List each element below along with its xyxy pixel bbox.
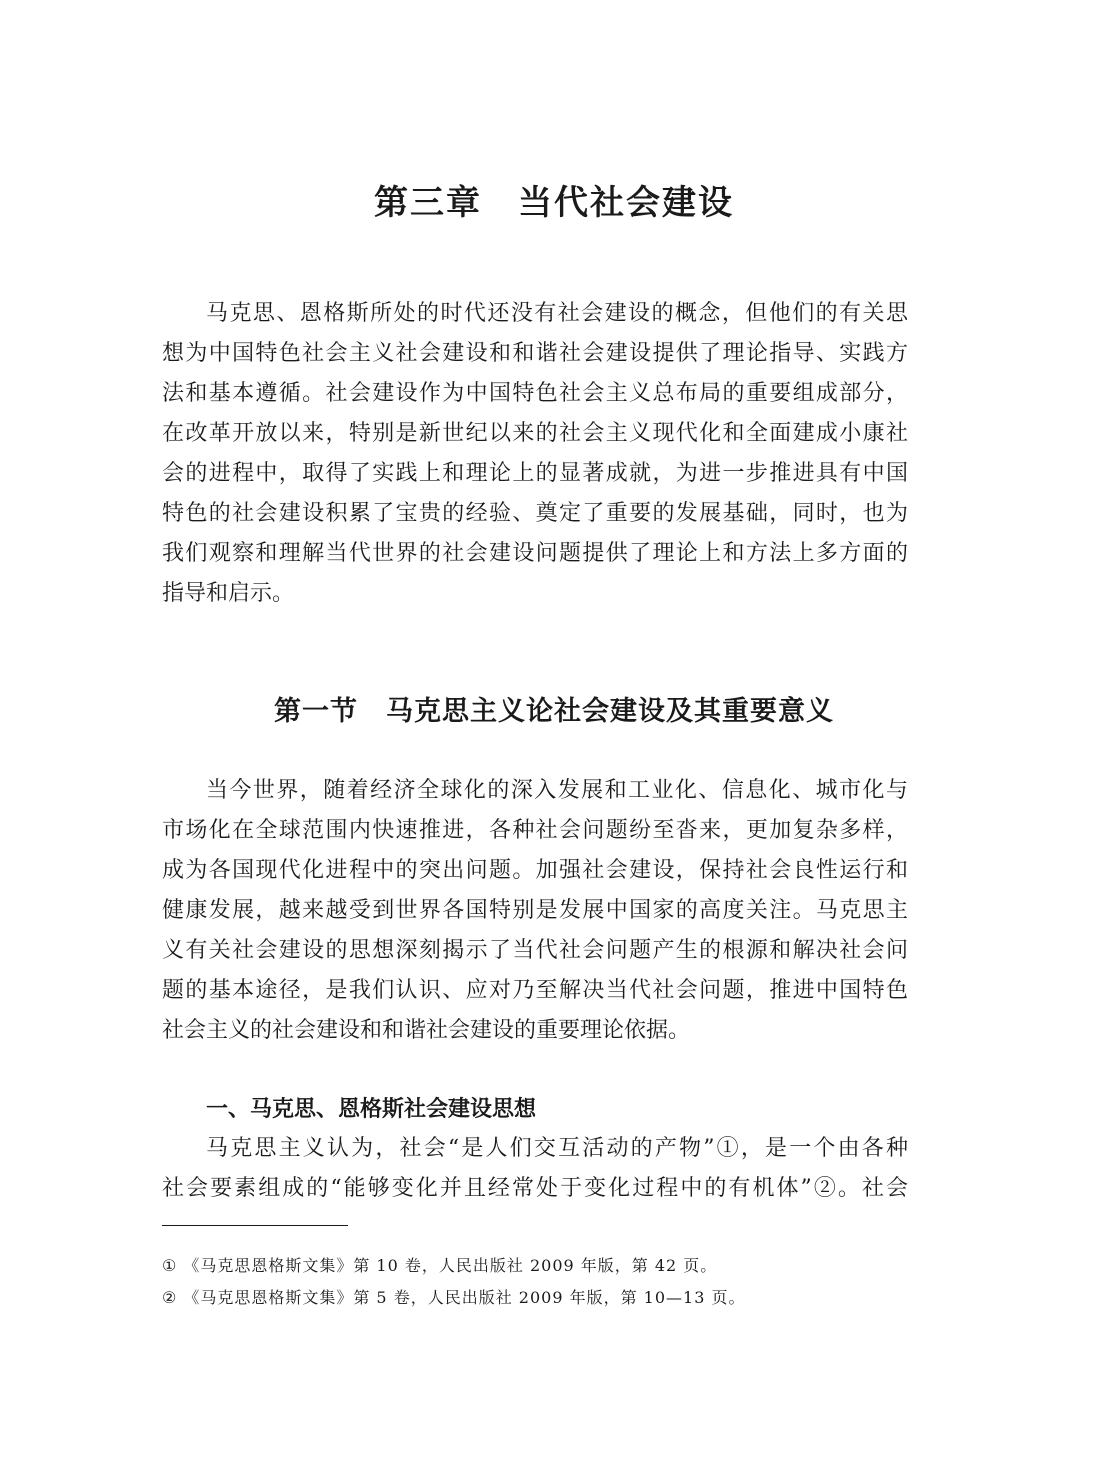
paragraph-line: 我们观察和理解当代世界的社会建设问题提供了理论上和方法上多方面的 — [162, 541, 908, 566]
footnote-text: 《马克思恩格斯文集》第 5 卷，人民出版社 2009 年版，第 10—13 页。 — [183, 1288, 746, 1307]
subsection-paragraph — [162, 1129, 908, 1209]
paragraph-line: 题的基本途径，是我们认识、应对乃至解决当代社会问题，推进中国特色 — [162, 978, 908, 1003]
footnote-2 — [162, 1282, 908, 1314]
paragraph-line: 想为中国特色社会主义社会建设和和谐社会建设提供了理论指导、实践方 — [162, 341, 908, 366]
chapter-title: 第三章 当代社会建设 — [374, 183, 734, 223]
paragraph-line: 社会要素组成的“能够变化并且经常处于变化过程中的有机体”②。社会 — [162, 1176, 908, 1201]
paragraph-line: 义有关社会建设的思想深刻揭示了当代社会问题产生的根源和解决社会问 — [162, 938, 908, 963]
section-title: 第一节 马克思主义论社会建设及其重要意义 — [274, 696, 834, 727]
footnote-1 — [162, 1250, 908, 1282]
paragraph-line: 社会主义的社会建设和和谐社会建设的重要理论依据。 — [162, 1018, 691, 1043]
paragraph-line: 特色的社会建设积累了宝贵的经验、奠定了重要的发展基础，同时，也为 — [162, 501, 908, 526]
paragraph-line: 马克思主义认为，社会“是人们交互活动的产物”①，是一个由各种 — [206, 1136, 908, 1161]
intro-paragraph — [162, 294, 908, 614]
paragraph-line: 成为各国现代化进程中的突出问题。加强社会建设，保持社会良性运行和 — [162, 858, 908, 883]
paragraph-line: 健康发展，越来越受到世界各国特别是发展中国家的高度关注。马克思主 — [162, 898, 908, 923]
footnote-marker: ② — [162, 1288, 178, 1307]
section-paragraph — [162, 771, 908, 1051]
paragraph-line: 当今世界，随着经济全球化的深入发展和工业化、信息化、城市化与 — [206, 778, 908, 803]
paragraph-line: 马克思、恩格斯所处的时代还没有社会建设的概念，但他们的有关思 — [206, 301, 908, 326]
paragraph-line: 会的进程中，取得了实践上和理论上的显著成就，为进一步推进具有中国 — [162, 461, 908, 486]
paragraph-line: 指导和启示。 — [162, 581, 295, 606]
paragraph-line: 法和基本遵循。社会建设作为中国特色社会主义总布局的重要组成部分， — [162, 381, 908, 406]
footnote-text: 《马克思恩格斯文集》第 10 卷，人民出版社 2009 年版，第 42 页。 — [183, 1256, 718, 1275]
footnote-divider — [162, 1225, 348, 1226]
paragraph-line: 市场化在全球范围内快速推进，各种社会问题纷至沓来，更加复杂多样， — [162, 818, 908, 843]
footnote-marker: ① — [162, 1256, 178, 1275]
footnotes — [162, 1250, 908, 1314]
paragraph-line: 在改革开放以来，特别是新世纪以来的社会主义现代化和全面建成小康社 — [162, 421, 908, 446]
subsection-heading: 一、马克思、恩格斯社会建设思想 — [206, 1097, 537, 1122]
